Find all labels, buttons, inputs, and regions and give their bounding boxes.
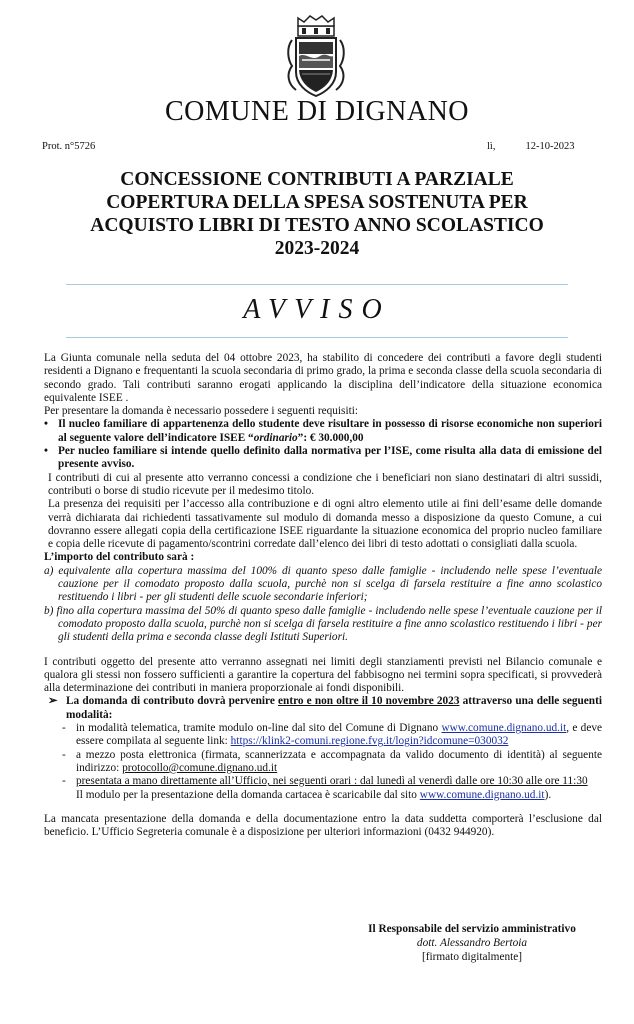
amount-item-a: a) equivalente alla copertura massima del 100% di quanto speso dalle famiglie - includendo nelle spese l’eventuale cauzione per il comodato proposto dalla scuola, purchè non si scelga di farsela restituire a fine anno scolastico restituendo i libri - per gli studenti delle scuole secondarie inferiori; xyxy=(44,564,602,604)
requirement-text: Il nucleo familiare di appartenenza dello studente deve risultare in possesso di risorse economiche non superiori al seguente valore dell’indicatore ISEE “ xyxy=(58,418,602,444)
divider xyxy=(66,337,568,338)
title-line: ACQUISTO LIBRI DI TESTO ANNO SCOLASTICO xyxy=(90,215,544,236)
signer-name: dott. Alessandro Bertoia xyxy=(416,937,528,949)
deadline-date: entro e non oltre il 10 novembre 2023 xyxy=(278,695,460,708)
mode-text: a mezzo posta elettronica (firmata, scannerizzata e accompagnata da valido documento di identità) al seguente indirizzo: xyxy=(76,748,602,774)
mode-online xyxy=(44,722,602,749)
date-prefix: lì, xyxy=(487,141,496,152)
document-date xyxy=(487,141,574,152)
document-title xyxy=(60,168,574,260)
document-body xyxy=(44,352,602,839)
exclusion-paragraph: La mancata presentazione della domanda e della documentazione entro la data suddetta comporterà l’esclusione dal beneficio. L’Ufficio Segreteria comunale è a disposizione per ulteriori informazioni (0432 944920). xyxy=(44,812,602,839)
signature-block xyxy=(340,922,604,964)
divider xyxy=(66,284,568,285)
paper-form-site-link[interactable]: www.comune.dignano.ud.it xyxy=(419,788,545,801)
mode-email xyxy=(44,749,602,776)
paper-form-note xyxy=(44,789,602,802)
municipality-name: COMUNE DI DIGNANO xyxy=(164,96,470,127)
avviso-heading: AVVISO xyxy=(243,294,391,325)
mode-hand-delivery: - presentata a mano direttamente all’Ufficio, nei seguenti orari : dal lunedì al venerdì dalle ore 10:30 alle ore 11:30 xyxy=(44,775,602,788)
note-text: ). xyxy=(544,788,552,801)
title-line: 2023-2024 xyxy=(274,238,360,259)
signer-role: Il Responsabile del servizio amministrativo xyxy=(368,923,576,935)
deadline-text: La domanda di contributo dovrà pervenire xyxy=(66,695,279,708)
intro-paragraph: La Giunta comunale nella seduta del 04 ottobre 2023, ha stabilito di concedere dei contributi a favore degli studenti residenti a Dignano e frequentanti la scuola secondaria di primo grado, la prima e seconda classe della scuola secondaria di secondo grado. Tali contributi saranno erogati applicando la disciplina dell’indicatore della situazione economica equivalente ISEE . xyxy=(44,352,602,404)
mode-text: in modalità telematica, tramite modulo on-line dal sito del Comune di Dignano xyxy=(76,722,442,735)
requirement-item xyxy=(44,418,602,445)
conditions-paragraph: I contributi di cui al presente atto verranno concessi a condizione che i beneficiari non siano destinatari di altri sussidi, contributi o borse di studio ricevute per il medesimo titolo. xyxy=(48,471,602,497)
requirements-list xyxy=(44,418,602,471)
date-value: 12-10-2023 xyxy=(525,141,575,152)
note-text: Il modulo per la presentazione della domanda cartacea è scaricabile dal sito xyxy=(76,788,420,801)
title-line: CONCESSIONE CONTRIBUTI A PARZIALE xyxy=(120,169,514,190)
amount-heading: L’importo del contributo sarà : xyxy=(44,551,195,564)
deadline-text: attraverso una delle seguenti modalità: xyxy=(66,695,602,721)
arrow-icon: ➢ xyxy=(48,695,58,708)
funding-paragraph: I contributi oggetto del presente atto verranno assegnati nei limiti degli stanziamenti previsti nel Bilancio comunale e qualora gli stessi non fossero sufficienti a garantire la copertura del fabbisogno nei termini sopra specificati, si provvederà alla determinazione dei contributi in maniera proporzionale ai fondi disponibili. xyxy=(44,655,602,695)
requirement-item: • Per nucleo familiare si intende quello definito dalla normativa per l’ISE, come risulta alla data di emissione del presente avviso. xyxy=(44,445,602,472)
coat-of-arms-icon xyxy=(284,14,348,100)
mode-text: , e deve essere compilata al seguente link: xyxy=(76,722,602,748)
online-form-link[interactable]: https://klink2-comuni.regione.fvg.it/login?idcomune=030032 xyxy=(230,735,509,748)
amount-list xyxy=(44,565,602,645)
comune-website-link[interactable]: www.comune.dignano.ud.it xyxy=(441,722,567,735)
deadline-item xyxy=(44,695,602,722)
protocol-email[interactable]: protocollo@comune.dignano.ud.it xyxy=(122,761,278,774)
protocol-number: Prot. n°5726 xyxy=(42,141,96,152)
requirement-emphasis: ordinario xyxy=(253,431,298,444)
amount-item-b: b) fino alla copertura massima del 50% di quanto speso dalle famiglie - includendo nelle spese l’eventuale cauzione per il comodato proposto dalla scuola, purchè non si scelga di farsela restituire a fine anno scolastico restituendo i libri - per gli studenti della prima e seconda classe degli Istituti Superiori. xyxy=(44,604,602,644)
title-line: COPERTURA DELLA SPESA SOSTENUTA PER xyxy=(106,192,528,213)
digital-signature-note: [firmato digitalmente] xyxy=(421,951,523,963)
requirements-intro: Per presentare la domanda è necessario possedere i seguenti requisiti: xyxy=(44,405,359,418)
requirement-amount: ”: € 30.000,00 xyxy=(297,431,364,444)
submission-modes xyxy=(44,722,602,788)
documents-paragraph: La presenza dei requisiti per l’accesso alla contribuzione e di ogni altro elemento utile ai fini dell’esame delle domande verrà dichiarata dai richiedenti tassativamente sul modulo di domanda messo a disposizione da questo Comune, a cui dovranno essere allegati copia della certificazione ISEE riguardante la situazione economica del proprio nucleo familiare e copia delle ricevute di pagamento/scontrini corredate dall’elenco dei libri di testo adottati o consigliati dalla scuola. xyxy=(48,498,602,551)
